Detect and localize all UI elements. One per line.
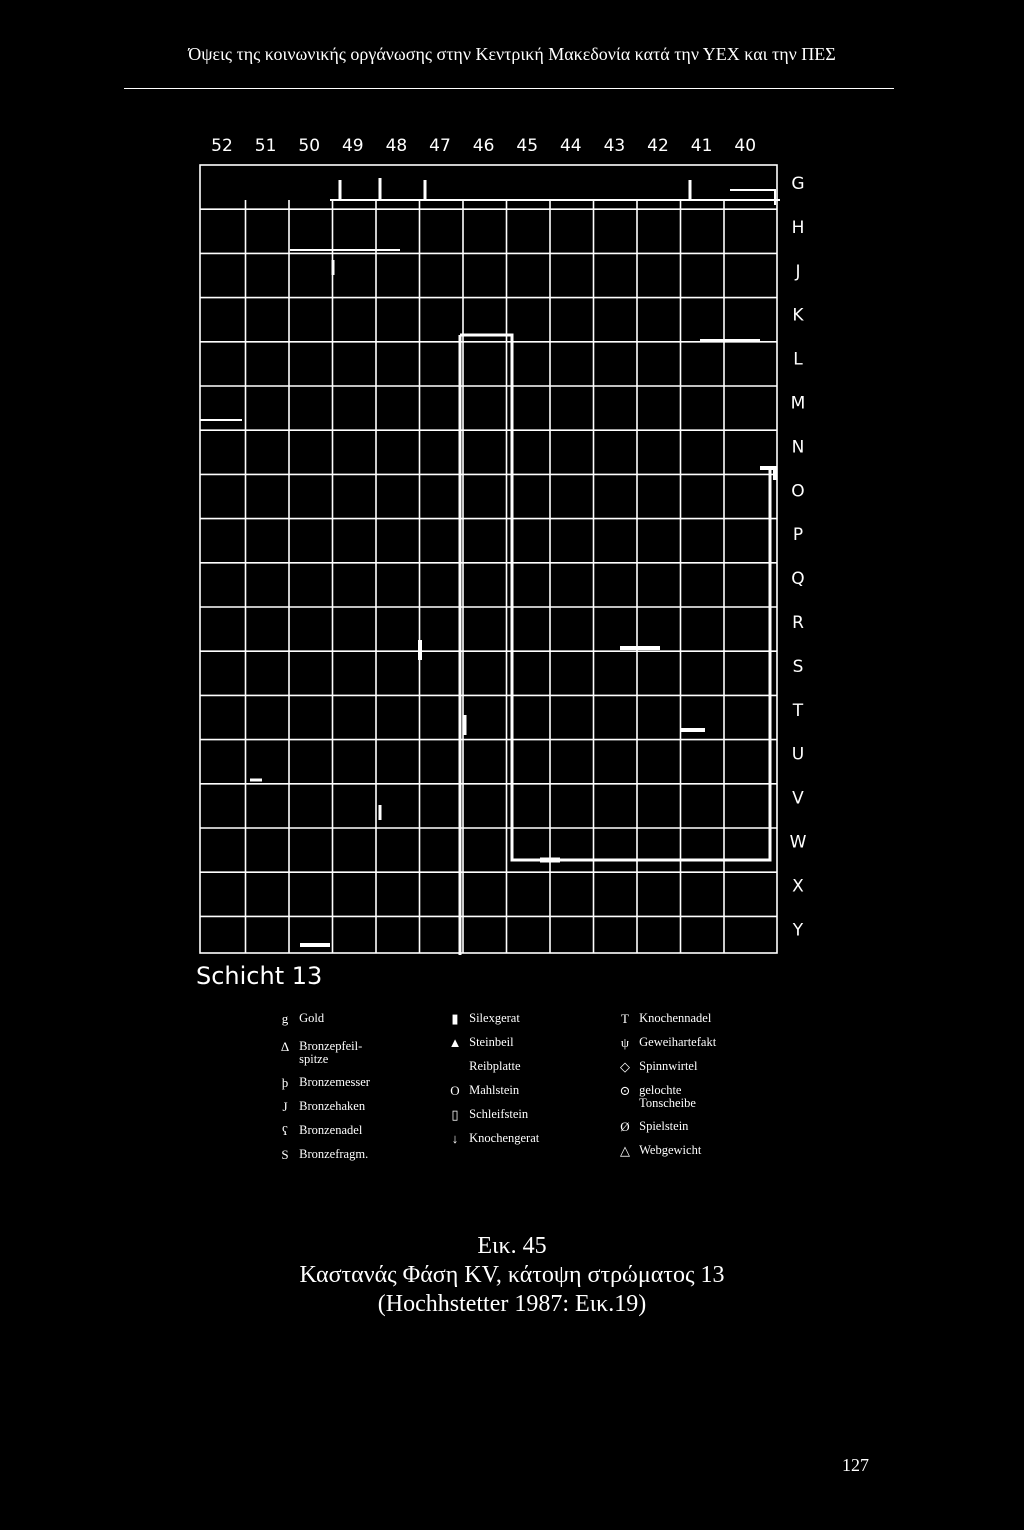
perforated-disc-icon: ⊙: [619, 1083, 631, 1098]
legend-item: ↓ Knochengerat: [444, 1132, 539, 1146]
wall-features: [200, 178, 780, 955]
row-label: V: [792, 788, 804, 809]
row-label: W: [789, 832, 807, 853]
legend-item: ▯ Schleifstein: [444, 1108, 528, 1122]
column-label: 40: [734, 136, 757, 156]
grid: [200, 165, 777, 953]
caption-figure-number: Εικ. 45: [477, 1233, 547, 1259]
column-label: 47: [429, 136, 451, 156]
legend-item: ▲ Steinbeil: [444, 1036, 514, 1050]
arrowhead-icon: Δ: [280, 1039, 290, 1054]
column-label: 51: [254, 136, 277, 156]
wall-stroke: [460, 335, 540, 860]
legend-item: ◇ Spinnwirtel: [614, 1060, 697, 1074]
column-label: 42: [647, 136, 669, 156]
legend-item: △ Webgewicht: [614, 1144, 701, 1158]
legend-item: ⊙ gelochte Tonscheibe: [614, 1084, 696, 1109]
plan-frame: [200, 165, 777, 953]
legend-item: T Knochennadel: [614, 1012, 711, 1026]
legend-item: S Bronzefragm.: [274, 1148, 368, 1162]
row-label: M: [790, 393, 806, 414]
row-label: P: [792, 525, 804, 546]
spindle-whorl-icon: ◇: [620, 1059, 630, 1074]
row-label: N: [791, 437, 805, 458]
legend-item: Δ Bronzepfeil- spitze: [274, 1040, 362, 1065]
legend-item: ▮ Silexgerat: [444, 1012, 520, 1026]
caption-title: Καστανάς Φάση KV, κάτοψη στρώματος 13: [299, 1262, 725, 1288]
row-label: H: [791, 217, 805, 238]
loom-weight-icon: △: [620, 1143, 630, 1158]
antler-icon: ψ: [620, 1035, 630, 1050]
legend-item: ʕ Bronzenadel: [274, 1124, 362, 1138]
column-label: 45: [516, 136, 539, 156]
pin-icon: ʕ: [282, 1123, 288, 1138]
legend-item: J Bronzehaken: [274, 1100, 365, 1114]
row-label: J: [795, 261, 801, 282]
row-label: Q: [791, 569, 805, 590]
row-label: L: [793, 349, 803, 370]
bone-tool-icon: ↓: [451, 1131, 459, 1146]
row-labels: [790, 174, 807, 940]
row-label: U: [791, 744, 805, 765]
column-label: 44: [559, 136, 582, 156]
row-label: Y: [792, 920, 804, 941]
gold-icon: g: [281, 1011, 289, 1026]
legend-item: ψ Geweihartefakt: [614, 1036, 716, 1050]
column-label: 52: [211, 136, 233, 156]
row-label: O: [791, 481, 805, 502]
legend-item: g Gold: [274, 1012, 324, 1026]
row-label: R: [792, 613, 804, 633]
legend-item: þ Bronzemesser: [274, 1076, 370, 1090]
silex-icon: ▮: [451, 1011, 459, 1026]
row-label: T: [792, 700, 804, 721]
legend-item: Reibplatte: [469, 1059, 521, 1073]
row-label: K: [792, 305, 804, 326]
legend-item: Ø Spielstein: [614, 1120, 688, 1134]
caption-reference: (Hochhstetter 1987: Εικ.19): [377, 1291, 647, 1317]
column-label: 41: [690, 136, 713, 156]
row-label: S: [792, 656, 804, 677]
legend-item: O Mahlstein: [444, 1084, 519, 1098]
column-label: 49: [341, 136, 364, 156]
layer-title: Schicht 13: [196, 962, 323, 990]
millstone-icon: O: [450, 1083, 460, 1098]
column-label: 43: [603, 136, 626, 156]
hook-icon: J: [282, 1099, 288, 1114]
game-piece-icon: Ø: [620, 1119, 630, 1134]
column-label: 48: [385, 136, 408, 156]
column-label: 50: [298, 136, 321, 156]
knife-icon: þ: [281, 1075, 289, 1090]
whetstone-icon: ▯: [451, 1107, 459, 1122]
column-labels: [211, 136, 756, 156]
row-label: X: [792, 876, 804, 897]
row-label: G: [791, 174, 805, 194]
wall-stroke: [730, 190, 775, 205]
running-head: Όψεις της κοινωνικής οργάνωσης στην Κεντρική Μακεδονία κατά την ΥΕΧ και την ΠΕΣ: [188, 44, 836, 64]
bone-needle-icon: T: [621, 1011, 629, 1026]
fragment-icon: S: [281, 1147, 289, 1162]
column-label: 46: [472, 136, 495, 156]
page-number: 127: [842, 1455, 869, 1475]
axe-icon: ▲: [448, 1035, 462, 1050]
figure-caption: [0, 1232, 1024, 1319]
